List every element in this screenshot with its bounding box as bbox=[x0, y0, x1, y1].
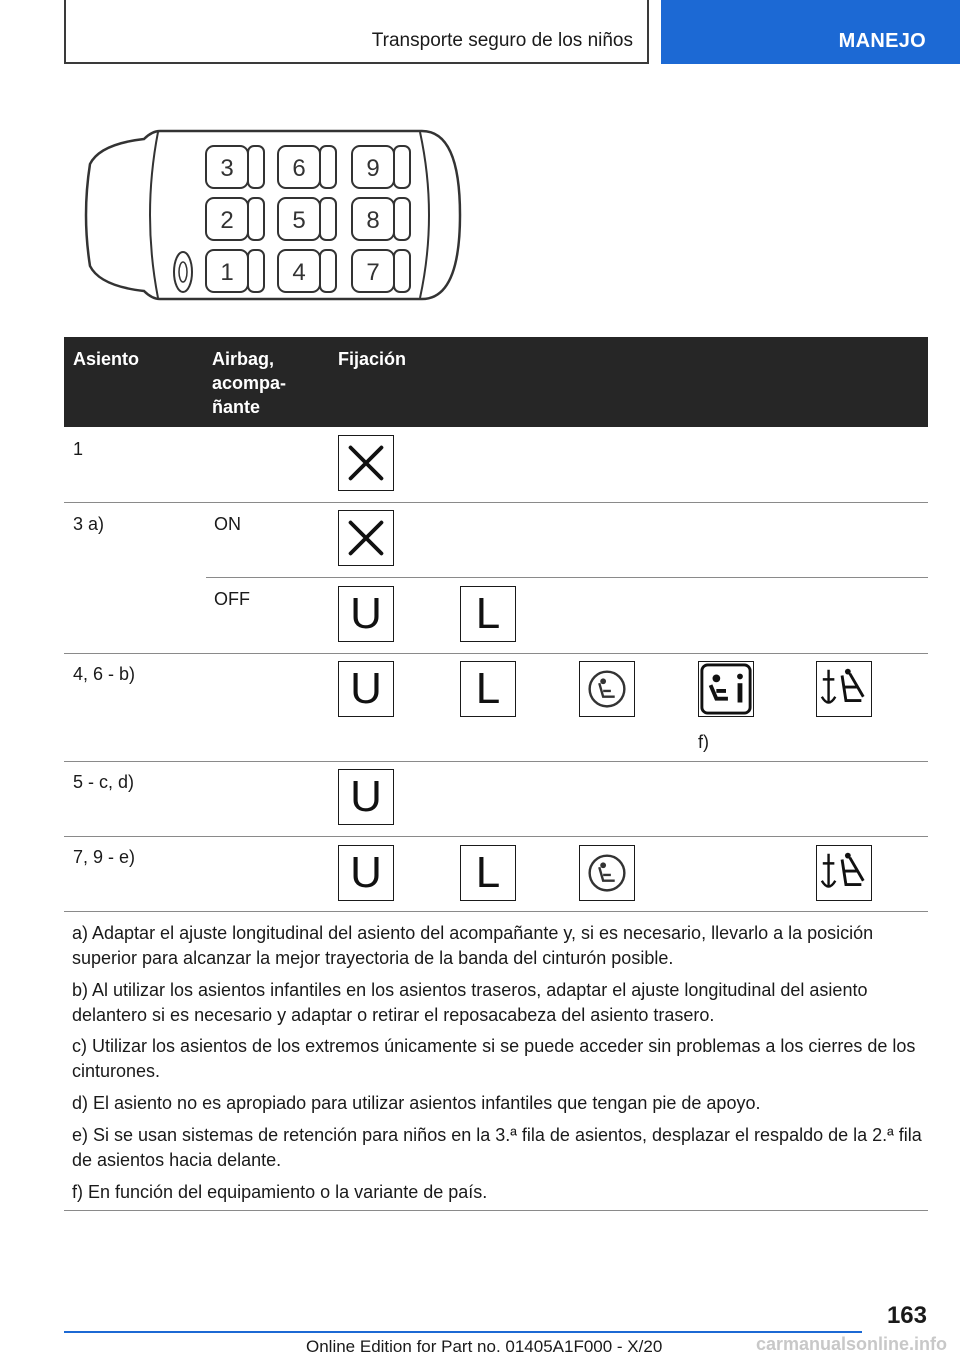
top-tether-icon bbox=[816, 661, 872, 717]
isofix-l-icon: L bbox=[460, 845, 516, 901]
isofix-child-seat-icon bbox=[579, 661, 635, 717]
row-divider bbox=[64, 836, 928, 837]
edition-label: Online Edition for Part no. 01405A1F000 - X/20 bbox=[306, 1337, 663, 1356]
section-tab-label: MANEJO bbox=[838, 30, 926, 52]
footnote-a: a) Adaptar el ajuste longitudinal del asiento del acompañante y, si es necesario, llevarlo a la posición superior para alcanzar la mejor trayectoria de la banda del cinturón posible. bbox=[72, 923, 874, 968]
footnote-b: b) Al utilizar los asientos infantiles en los asientos traseros, adaptar el ajuste longitudinal del asiento delantero si es necesario y adaptar o retirar el reposacabeza del asiento trasero. bbox=[72, 980, 868, 1025]
steering-wheel-icon bbox=[174, 252, 192, 292]
section-tab[interactable] bbox=[661, 0, 960, 64]
header-seat: Asiento bbox=[73, 349, 140, 369]
footer-rule bbox=[64, 1331, 862, 1333]
universal-u-icon: U bbox=[338, 769, 394, 825]
isofix-l-icon: L bbox=[460, 586, 516, 642]
table-row-seat: 1 bbox=[73, 439, 84, 459]
seat-number: 5 bbox=[292, 207, 306, 234]
seat-number: 3 bbox=[220, 155, 234, 182]
isofix-l-icon: L bbox=[460, 661, 516, 717]
watermark: carmanualsonline.info bbox=[756, 1334, 948, 1354]
not-suitable-icon bbox=[338, 435, 394, 491]
table-row-airbag: OFF bbox=[214, 589, 250, 609]
table-row-seat: 4, 6 - b) bbox=[73, 664, 136, 684]
row-divider bbox=[64, 761, 928, 762]
table-row-airbag: ON bbox=[214, 514, 241, 534]
footnote-c: c) Utilizar los asientos de los extremos únicamente si se puede acceder sin problemas a los cierres de los cinturones. bbox=[72, 1036, 916, 1081]
seat-number: 4 bbox=[292, 259, 306, 286]
header-title: Transporte seguro de los niños bbox=[371, 30, 633, 51]
universal-u-icon: U bbox=[338, 586, 394, 642]
universal-u-icon: U bbox=[338, 661, 394, 717]
i-size-icon bbox=[698, 661, 754, 717]
seat-number: 9 bbox=[366, 155, 380, 182]
header-frame bbox=[64, 0, 649, 64]
row-divider bbox=[64, 502, 928, 503]
seat-layout-diagram bbox=[82, 126, 466, 304]
row-divider bbox=[64, 653, 928, 654]
footnote-e: e) Si se usan sistemas de retención para niños en la 3.ª fila de asientos, desplazar el respaldo de la 2.ª fila de asientos hacia delante. bbox=[72, 1125, 922, 1170]
header-fixing: Fijación bbox=[338, 349, 407, 369]
table-row-seat: 7, 9 - e) bbox=[73, 847, 136, 867]
seat-number: 1 bbox=[220, 259, 234, 286]
seat-number: 2 bbox=[220, 207, 234, 234]
top-tether-icon bbox=[816, 845, 872, 901]
row-divider bbox=[206, 577, 928, 578]
table-row-seat: 3 a) bbox=[73, 514, 105, 534]
page-number: 163 bbox=[886, 1302, 927, 1329]
table-row-seat: 5 - c, d) bbox=[73, 772, 135, 792]
row-divider bbox=[64, 911, 928, 912]
isofix-child-seat-icon bbox=[579, 845, 635, 901]
not-suitable-icon bbox=[338, 510, 394, 566]
footnote-d: d) El asiento no es apropiado para utilizar asientos infantiles que tengan pie de apoyo. bbox=[72, 1093, 761, 1113]
table-row-note: f) bbox=[698, 732, 709, 752]
footnote-divider bbox=[64, 1210, 928, 1211]
seat-number: 7 bbox=[366, 259, 380, 286]
seat-number: 8 bbox=[366, 207, 380, 234]
table-header bbox=[64, 337, 928, 427]
header-airbag: Airbag, acompa- ñante bbox=[212, 349, 287, 417]
footnote-f: f) En función del equipamiento o la variante de país. bbox=[72, 1182, 488, 1202]
universal-u-icon: U bbox=[338, 845, 394, 901]
seat-number: 6 bbox=[292, 155, 306, 182]
